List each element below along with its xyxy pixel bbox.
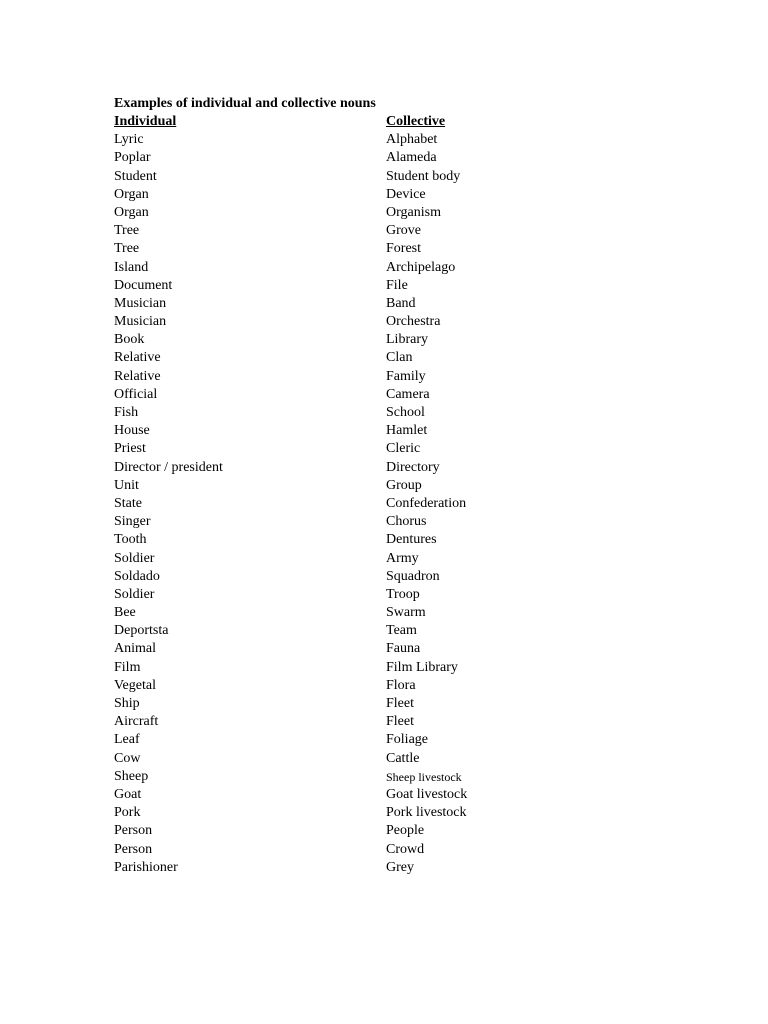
collective-noun: Film Library <box>386 659 458 675</box>
table-row <box>114 186 674 204</box>
table-row <box>114 277 674 295</box>
individual-noun: Cow <box>114 750 141 766</box>
table-row <box>114 768 674 786</box>
collective-noun: School <box>386 405 425 420</box>
individual-noun: Goat <box>114 786 142 802</box>
table-row <box>114 222 674 240</box>
table-row <box>114 841 674 859</box>
collective-noun: Organism <box>386 204 441 220</box>
table-row <box>114 859 674 877</box>
noun-table <box>114 131 674 877</box>
collective-noun: Squadron <box>386 568 440 584</box>
collective-noun: Library <box>386 332 428 348</box>
collective-noun: Confederation <box>386 495 467 511</box>
individual-noun: Leaf <box>114 732 140 748</box>
table-row <box>114 622 674 640</box>
collective-noun: Forest <box>386 241 421 257</box>
individual-noun: Person <box>114 823 153 839</box>
individual-noun: Musician <box>114 295 167 311</box>
table-row <box>114 513 674 531</box>
table-row <box>114 149 674 167</box>
individual-noun: Animal <box>114 641 156 657</box>
individual-noun: Book <box>114 332 145 348</box>
individual-noun: Director / president <box>114 459 223 475</box>
table-row <box>114 640 674 658</box>
individual-noun: Musician <box>114 314 167 330</box>
document-title: Examples of individual and collective nouns <box>114 96 376 111</box>
individual-noun: Relative <box>114 350 161 366</box>
table-row <box>114 477 674 495</box>
table-row <box>114 495 674 513</box>
individual-noun: Aircraft <box>114 714 159 730</box>
collective-noun: Cleric <box>386 441 421 457</box>
table-row <box>114 695 674 713</box>
individual-noun: Deportsta <box>114 623 169 639</box>
collective-noun: Fleet <box>386 714 414 730</box>
collective-noun: Army <box>386 550 419 566</box>
individual-noun: Island <box>114 259 149 275</box>
table-row <box>114 586 674 604</box>
individual-noun: Sheep <box>114 768 149 784</box>
table-row <box>114 604 674 622</box>
collective-noun: Chorus <box>386 514 427 530</box>
collective-noun: Clan <box>386 350 413 366</box>
table-row <box>114 459 674 477</box>
individual-noun: Pork <box>114 805 141 821</box>
header-collective: Collective <box>386 114 446 129</box>
table-row <box>114 804 674 822</box>
collective-noun: Team <box>386 623 417 639</box>
individual-noun: Relative <box>114 368 161 384</box>
table-row <box>114 440 674 458</box>
collective-noun: Device <box>386 186 426 202</box>
collective-noun: Band <box>386 295 416 311</box>
table-row <box>114 368 674 386</box>
table-row <box>114 131 674 149</box>
collective-noun: Crowd <box>386 841 425 857</box>
individual-noun: Student <box>114 168 157 184</box>
table-row <box>114 822 674 840</box>
collective-noun: Orchestra <box>386 314 441 330</box>
individual-noun: Soldier <box>114 550 155 566</box>
table-row <box>114 786 674 804</box>
collective-noun: Camera <box>386 386 430 402</box>
collective-noun: Swarm <box>386 605 426 621</box>
individual-noun: State <box>114 495 142 511</box>
table-row <box>114 659 674 677</box>
individual-noun: Priest <box>114 441 146 457</box>
collective-noun: Fauna <box>386 641 421 657</box>
individual-noun: Organ <box>114 204 149 220</box>
collective-noun: Alameda <box>386 150 437 166</box>
individual-noun: Official <box>114 386 158 402</box>
table-row <box>114 422 674 440</box>
individual-noun: Tree <box>114 241 140 257</box>
collective-noun: Flora <box>386 677 416 693</box>
individual-noun: Tooth <box>114 532 147 548</box>
collective-noun: Grey <box>386 859 414 875</box>
collective-noun: Foliage <box>386 732 428 748</box>
table-header <box>114 113 674 131</box>
collective-noun: Family <box>386 368 426 384</box>
collective-noun: Pork livestock <box>386 805 467 821</box>
table-row <box>114 240 674 258</box>
collective-noun: Goat livestock <box>386 786 468 802</box>
individual-noun: Parishioner <box>114 859 178 875</box>
individual-noun: Ship <box>114 696 140 711</box>
table-row <box>114 204 674 222</box>
table-row <box>114 386 674 404</box>
individual-noun: Tree <box>114 223 140 239</box>
table-row <box>114 313 674 331</box>
table-row <box>114 531 674 549</box>
table-row <box>114 750 674 768</box>
table-row <box>114 713 674 731</box>
individual-noun: Soldado <box>114 568 160 584</box>
individual-noun: Organ <box>114 186 149 202</box>
table-row <box>114 404 674 422</box>
table-row <box>114 331 674 349</box>
individual-noun: Person <box>114 841 153 857</box>
collective-noun: Sheep livestock <box>386 769 462 784</box>
individual-noun: Vegetal <box>114 677 156 693</box>
collective-noun: Dentures <box>386 532 437 548</box>
collective-noun: People <box>386 823 425 839</box>
collective-noun: Alphabet <box>386 132 438 148</box>
collective-noun: Troop <box>386 586 420 602</box>
individual-noun: Document <box>114 277 173 293</box>
table-row <box>114 295 674 313</box>
table-row <box>114 168 674 186</box>
individual-noun: House <box>114 423 150 439</box>
collective-noun: Hamlet <box>386 423 428 439</box>
individual-noun: Poplar <box>114 150 151 166</box>
collective-noun: Student body <box>386 168 461 184</box>
table-row <box>114 259 674 277</box>
collective-noun: File <box>386 277 408 293</box>
table-row <box>114 677 674 695</box>
individual-noun: Fish <box>114 405 139 420</box>
collective-noun: Cattle <box>386 750 420 766</box>
collective-noun: Archipelago <box>386 259 456 275</box>
individual-noun: Unit <box>114 477 139 493</box>
collective-noun: Directory <box>386 459 440 475</box>
table-row <box>114 568 674 586</box>
individual-noun: Singer <box>114 514 151 530</box>
individual-noun: Bee <box>114 605 136 621</box>
table-row <box>114 550 674 568</box>
collective-noun: Fleet <box>386 696 414 711</box>
individual-noun: Film <box>114 659 141 675</box>
collective-noun: Grove <box>386 223 421 239</box>
document-page <box>114 95 674 877</box>
table-row <box>114 731 674 749</box>
individual-noun: Lyric <box>114 132 144 148</box>
individual-noun: Soldier <box>114 586 155 602</box>
collective-noun: Group <box>386 477 422 493</box>
header-individual: Individual <box>114 114 177 129</box>
table-row <box>114 349 674 367</box>
